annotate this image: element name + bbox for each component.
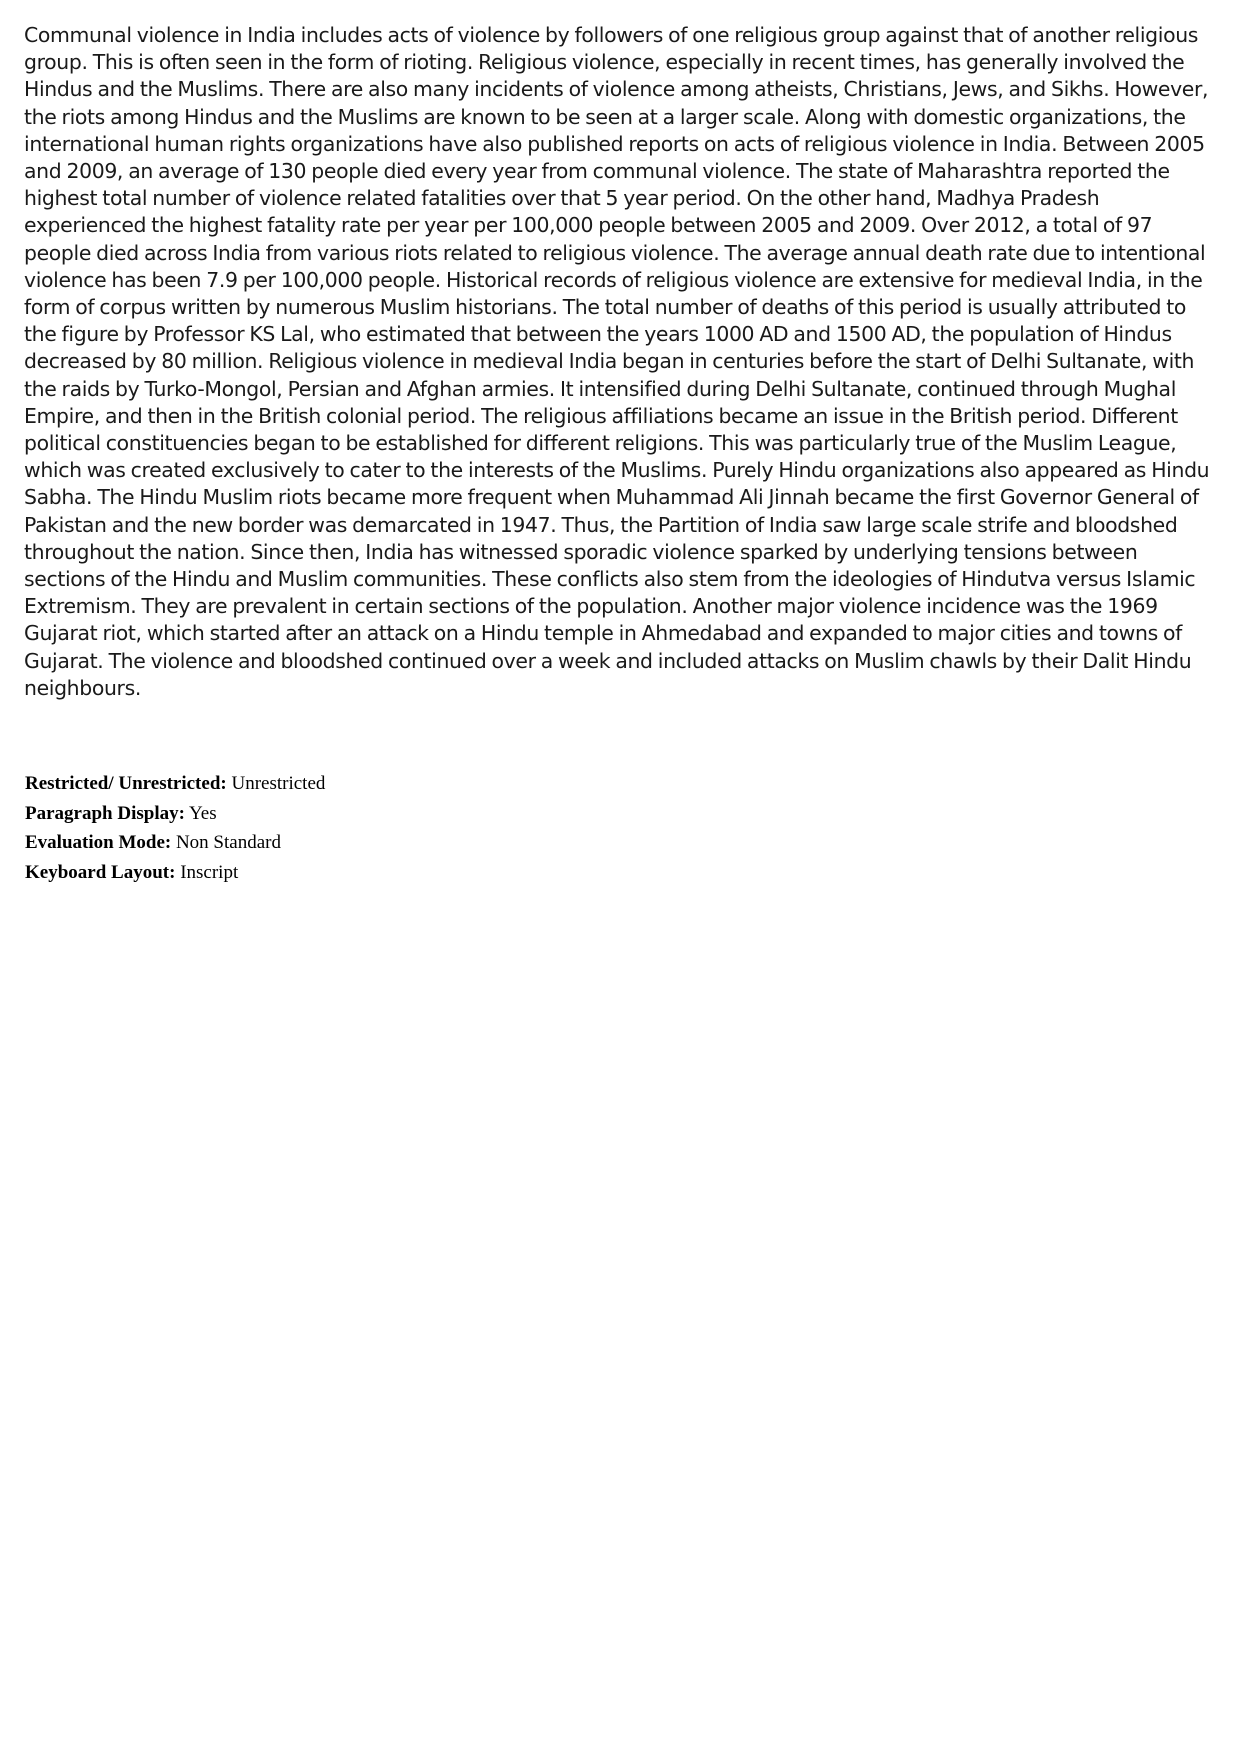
keyboard-layout-label: Keyboard Layout: xyxy=(25,861,176,883)
test-settings xyxy=(25,769,725,887)
paragraph-display-setting xyxy=(25,799,725,829)
evaluation-mode-setting xyxy=(25,828,725,858)
restricted-label: Restricted/ Unrestricted: xyxy=(25,773,227,794)
restricted-setting xyxy=(25,769,725,799)
passage-text: Communal violence in India includes acts of violence by followers of one religious group against that of another religious group. This is often seen in the form of rioting. Religious violence, especially in recent times, has generally involved the Hindus and the Muslims. There are also many incidents of violence among atheists, Christians, Jews, and Sikhs. However, the riots among Hindus and the Muslims are known to be seen at a larger scale. Along with domestic organizations, the international human rights organizations have also published reports on acts of religious violence in India. Between 2005 and 2009, an average of 130 people died every year from communal violence. The state of Maharashtra reported the highest total number of violence related fatalities over that 5 year period. On the other hand, Madhya Pradesh experienced the highest fatality rate per year per 100,000 people between 2005 and 2009. Over 2012, a total of 97 people died across India from various riots related to religious violence. The average annual death rate due to intentional violence has been 7.9 per 100,000 people. Historical records of religious violence are extensive for medieval India, in the form of corpus written by numerous Muslim historians. The total number of deaths of this period is usually attributed to the figure by Professor KS Lal, who estimated that between the years 1000 AD and 1500 AD, the population of Hindus decreased by 80 million. Religious violence in medieval India began in centuries before the start of Delhi Sultanate, with the raids by Turko-Mongol, Persian and Afghan armies. It intensified during Delhi Sultanate, continued through Mughal Empire, and then in the British colonial period. The religious affiliations became an issue in the British period. Different political constituencies began to be established for different religions. This was particularly true of the Muslim League, which was created exclusively to cater to the interests of the Muslims. Purely Hindu organizations also appeared as Hindu Sabha. The Hindu Muslim riots became more frequent when Muhammad Ali Jinnah became the first Governor General of Pakistan and the new border was demarcated in 1947. Thus, the Partition of India saw large scale strife and bloodshed throughout the nation. Since then, India has witnessed sporadic violence sparked by underlying tensions between sections of the Hindu and Muslim communities. These conflicts also stem from the ideologies of Hindutva versus Islamic Extremism. They are prevalent in certain sections of the population. Another major violence incidence was the 1969 Gujarat riot, which started after an attack on a Hindu temple in Ahmedabad and expanded to major cities and towns of Gujarat. The violence and bloodshed continued over a week and included attacks on Muslim chawls by their Dalit Hindu neighbours. xyxy=(24,23,1210,700)
restricted-value: Unrestricted xyxy=(231,773,326,794)
evaluation-mode-value: Non Standard xyxy=(175,832,281,853)
keyboard-layout-value: Inscript xyxy=(180,861,239,883)
keyboard-layout-setting xyxy=(25,858,725,888)
paragraph-display-label: Paragraph Display: xyxy=(25,802,185,824)
paragraph-display-value: Yes xyxy=(188,802,217,824)
evaluation-mode-label: Evaluation Mode: xyxy=(25,832,172,853)
